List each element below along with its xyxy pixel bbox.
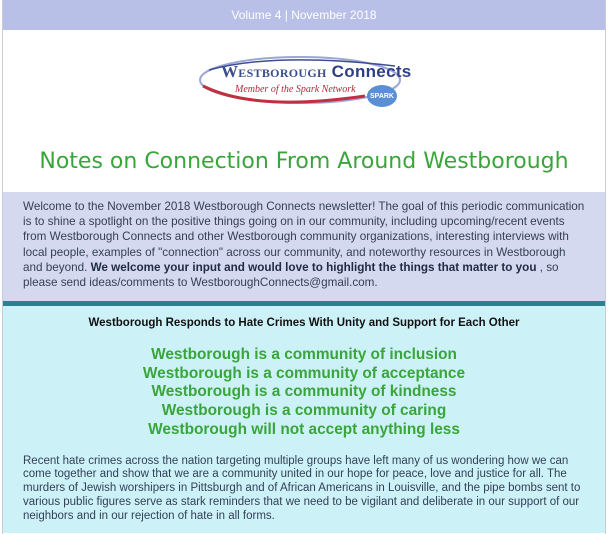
logo-word-connects: Connects (326, 62, 412, 81)
intro-section (3, 192, 605, 301)
statement-line: Westborough is a community of acceptance (142, 364, 466, 382)
volume-header-bar (3, 0, 605, 30)
article-body: Recent hate crimes across the nation targeting multiple groups have left many of us wondering how we can come together and show that we are a community united in our hope for peace, love and justice for all. The murders of Jewish worshipers in Pittsburgh and of African Americans in Louisville, and the pipe bombs sent to various public figures serve as stark reminders that we need to be vigilant and deliberate in our support of our neighbors and in our rejection of hate in all forms. (23, 454, 581, 522)
volume-line: Volume 4 | November 2018 (231, 8, 377, 22)
westborough-connects-logo (195, 50, 413, 110)
article-section (3, 306, 605, 533)
logo-wordmark (221, 62, 412, 82)
newsletter-title: Notes on Connection From Around Westborough (39, 148, 569, 174)
logo-area (3, 30, 605, 130)
logo-word-westborough: Westborough (221, 62, 327, 81)
statement-line: Westborough is a community of kindness (151, 383, 457, 401)
article-heading: Westborough Responds to Hate Crimes With Unity and Support for Each Other (88, 317, 520, 329)
intro-closing-text: , so please send ideas/comments to WestboroughConnects@gmail.com. (23, 260, 559, 290)
intro-text: Welcome to the November 2018 Westborough Connects newsletter! The goal of this periodic communication is to shine a spotlight on the positive things going on in our community, including upcoming/recent events from Westborough Connects and other Westborough community organizations, interesting interviews with local people, examples of "connection" across our community, and noteworthy resources in Westborough and beyond. (23, 200, 585, 274)
statement-line: Westborough is a community of caring (161, 402, 447, 420)
statement-line: Westborough will not accept anything less (148, 420, 460, 438)
logo-tagline: Member of the Spark Network (235, 84, 356, 95)
intro-bold-text: We welcome your input and would love to highlight the things that matter to you (90, 260, 537, 274)
newsletter (2, 0, 606, 534)
spark-badge-icon: SPARK (367, 85, 397, 107)
community-statements (3, 346, 605, 440)
statement-line: Westborough is a community of inclusion (151, 346, 457, 363)
